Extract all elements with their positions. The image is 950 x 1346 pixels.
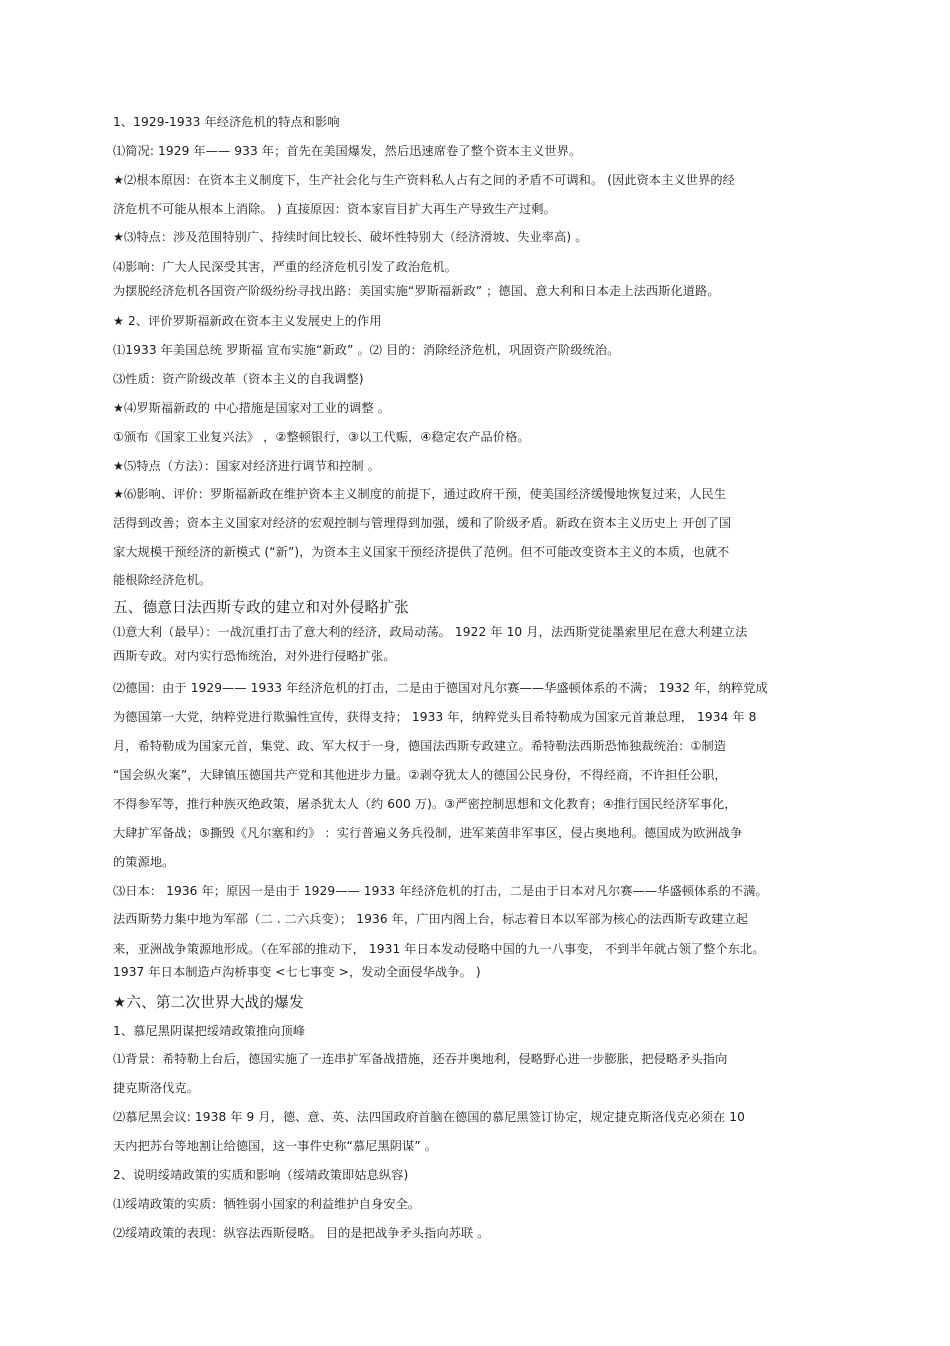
text-line: 西斯专政。对内实行恐怖统治，对外进行侵略扩张。	[113, 649, 396, 663]
text-line: “国会纵火案”，大肆镇压德国共产党和其他进步力量。②剥夺犹太人的德国公民身份，不得经商，不许担任公职，	[113, 768, 727, 782]
text-line: ⑴背景：希特勒上台后，德国实施了一连串扩军备战措施，还吞并奥地利，侵略野心进一步膨胀，把侵略矛头指向	[113, 1052, 728, 1066]
text-line: ①颁布《国家工业复兴法》 ，②整顿银行，③以工代赈，④稳定农产品价格。	[113, 430, 530, 444]
text-line: ⑷影响：广大人民深受其害，严重的经济危机引发了政治危机。	[113, 260, 458, 274]
text-line: 大肆扩军备战；⑤撕毁《凡尔塞和约》 ：实行普遍义务兵役制，进军莱茵非军事区，侵占奥地利。德国成为欧洲战争	[113, 826, 743, 840]
text-line: ★⑸特点（方法）：国家对经济进行调节和控制 。	[113, 459, 380, 473]
text-line: 法西斯势力集中地为军部（二 . 二六兵变）； 1936 年，广田内阁上台，标志着日本以军部为核心的法西斯专政建立起	[113, 912, 748, 926]
text-line: ★⑶特点：涉及范围特别广、持续时间比较长、破坏性特别大（经济滑坡、失业率高) 。	[113, 230, 588, 244]
text-line: 1、1929-1933 年经济危机的特点和影响	[113, 115, 340, 129]
text-line: ⑴意大利（最早）：一战沉重打击了意大利的经济，政局动荡。 1922 年 10 月，法西斯党徒墨索里尼在意大利建立法	[113, 625, 748, 639]
text-line: 活得到改善；资本主义国家对经济的宏观控制与管理得到加强，缓和了阶级矛盾。新政在资本主义历史上 开创了国	[113, 516, 732, 530]
text-line: 不得参军等，推行种族灭绝政策，屠杀犹太人（约 600 万)。③严密控制思想和文化教育；④推行国民经济军事化，	[113, 797, 737, 811]
text-line: ⑴绥靖政策的实质：牺牲弱小国家的利益维护自身安全。	[113, 1197, 421, 1211]
text-line: 1937 年日本制造卢沟桥事变 <七七事变 >，发动全面侵华战争。 )	[113, 965, 481, 979]
text-line: 来，亚洲战争策源地形成。（在军部的推动下， 1931 年日本发动侵略中国的九一八事变， 不到半年就占领了整个东北。	[113, 942, 765, 956]
text-line: 2、说明绥靖政策的实质和影响（绥靖政策即姑息纵容)	[113, 1168, 409, 1182]
text-line: ⑴简况: 1929 年—— 933 年；首先在美国爆发，然后迅速席卷了整个资本主义世界。	[113, 144, 582, 158]
text-line: ⑶日本： 1936 年；原因一是由于 1929—— 1933 年经济危机的打击，二是由于日本对凡尔赛——华盛顿体系的不满。	[113, 884, 768, 898]
text-line: 月，希特勒成为国家元首，集党、政、军大权于一身，德国法西斯专政建立。希特勒法西斯恐怖独裁统治：①制造	[113, 739, 727, 753]
text-line: ⑵慕尼黑会议: 1938 年 9 月，德、意、英、法四国政府首脑在德国的慕尼黑签订协定，规定捷克斯洛伐克必须在 10	[113, 1110, 745, 1124]
text-line: 天内把苏台等地割让给德国，这一事件史称“慕尼黑阴谋” 。	[113, 1139, 437, 1153]
text-line: ⑵绥靖政策的表现：纵容法西斯侵略。 目的是把战争矛头指向苏联 。	[113, 1226, 490, 1240]
text-line: 能根除经济危机。	[113, 573, 212, 587]
text-line: 1、慕尼黑阴谋把绥靖政策推向顶峰	[113, 1024, 306, 1038]
text-line: 济危机不可能从根本上消除。 ) 直接原因：资本家盲目扩大再生产导致生产过剩。	[113, 202, 556, 216]
text-line: ⑵德国：由于 1929—— 1933 年经济危机的打击，二是由于德国对凡尔赛——华盛顿体系的不满； 1932 年，纳粹党成	[113, 681, 768, 695]
text-line: ★⑹影响、评价：罗斯福新政在维护资本主义制度的前提下，通过政府干预，使美国经济缓慢地恢复过来，人民生	[113, 487, 727, 501]
text-line: ★⑵根本原因：在资本主义制度下，生产社会化与生产资料私人占有之间的矛盾不可调和。 (因此资本主义世界的经	[113, 173, 735, 187]
text-line: 为德国第一大党，纳粹党进行欺骗性宣传，获得支持； 1933 年，纳粹党头目希特勒成为国家元首兼总理， 1934 年 8	[113, 710, 757, 724]
text-line: 为摆脱经济危机各国资产阶级纷纷寻找出路：美国实施“罗斯福新政” ；德国、意大利和日本走上法西斯化道路。	[113, 284, 720, 298]
section-heading: 五、德意日法西斯专政的建立和对外侵略扩张	[113, 599, 409, 616]
text-line: 捷克斯洛伐克。	[113, 1081, 200, 1095]
text-line: ★⑷罗斯福新政的 中心措施是国家对工业的调整 。	[113, 401, 391, 415]
text-line: ⑴1933 年美国总统 罗斯福 宣布实施“新政” 。⑵ 目的：消除经济危机，巩固资产阶级统治。	[113, 343, 620, 357]
text-line: ⑶性质：资产阶级改革（资本主义的自我调整)	[113, 372, 364, 386]
text-line: 家大规模干预经济的新模式 (“新”)，为资本主义国家干预经济提供了范例。但不可能改变资本主义的本质，也就不	[113, 545, 730, 559]
text-line: ★ 2、评价罗斯福新政在资本主义发展史上的作用	[113, 314, 382, 328]
section-heading: ★六、第二次世界大战的爆发	[113, 994, 304, 1011]
text-line: 的策源地。	[113, 855, 175, 869]
